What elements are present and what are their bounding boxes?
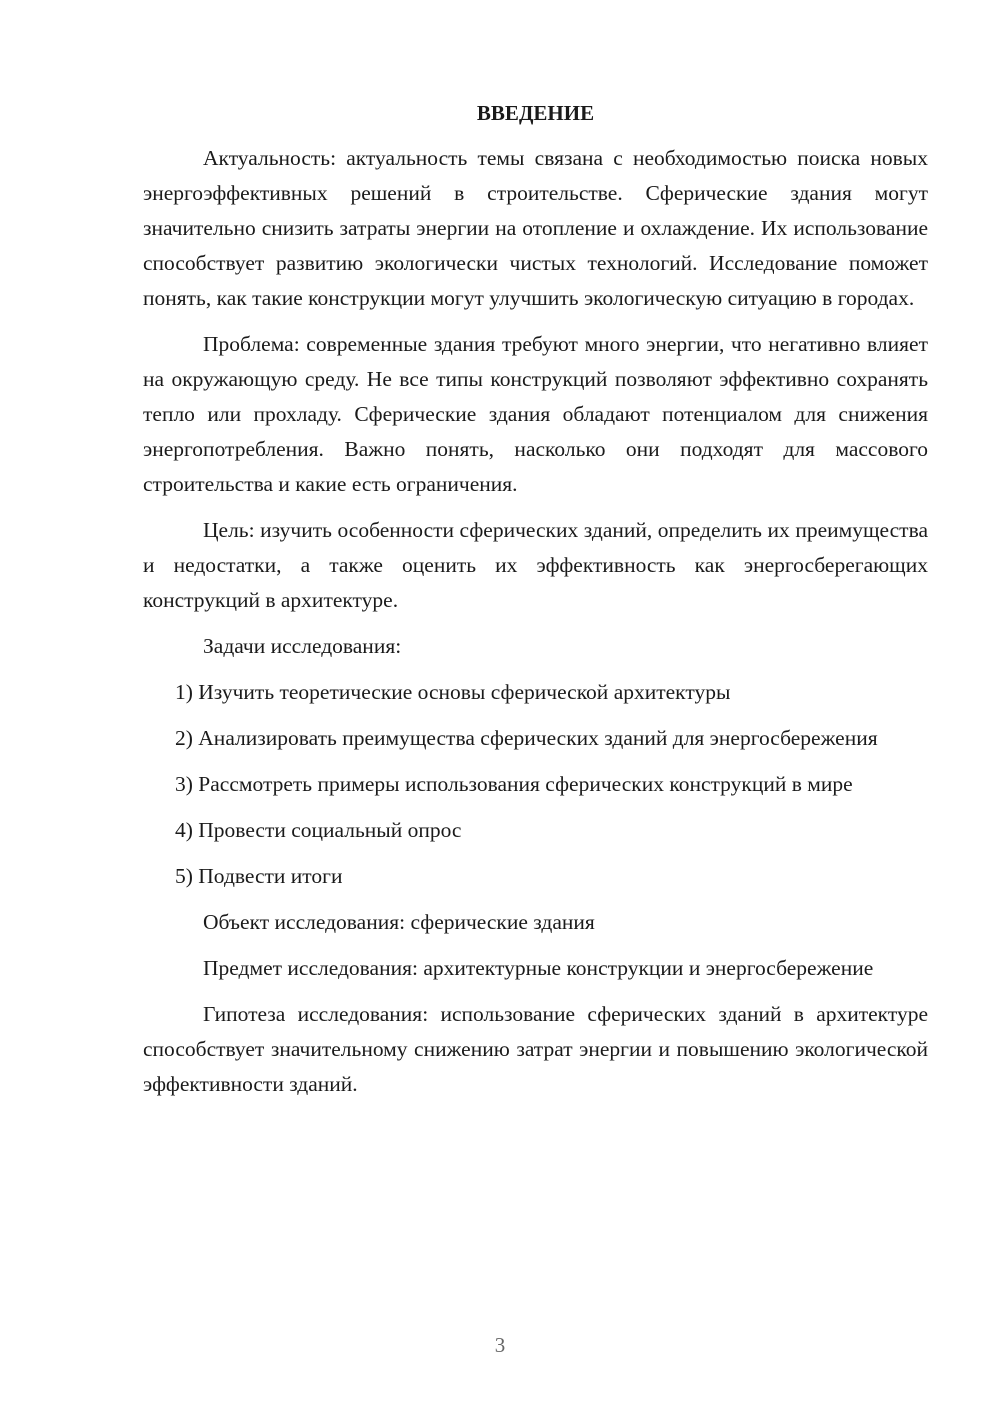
- page-number: 3: [494, 1333, 506, 1357]
- research-hypothesis: Гипотеза исследования: использование сферических зданий в архитектуре способствует значительному снижению затрат энергии и повышению экологической эффективности зданий.: [143, 1002, 928, 1096]
- research-object: Объект исследования: сферические здания: [203, 910, 595, 934]
- task-item-3: 3) Рассмотреть примеры использования сферических конструкций в мире: [175, 772, 853, 796]
- document-page: [143, 96, 928, 1102]
- research-subject: Предмет исследования: архитектурные конструкции и энергосбережение: [203, 956, 874, 980]
- task-item-4: 4) Провести социальный опрос: [175, 818, 462, 842]
- relevance-paragraph: Актуальность: актуальность темы связана с необходимостью поиска новых энергоэффективных решений в строительстве. Сферические здания могут значительно снизить затраты энергии на отопление и охлаждение. Их использование способствует развитию экологически чистых технологий. Исследование поможет понять, как такие конструкции могут улучшить экологическую ситуацию в городах.: [143, 146, 928, 310]
- goal-paragraph: Цель: изучить особенности сферических зданий, определить их преимущества и недостатки, а также оценить их эффективность как энергосберегающих конструкций в архитектуре.: [143, 518, 928, 612]
- task-item-1: 1) Изучить теоретические основы сферической архитектуры: [175, 680, 731, 704]
- task-item-5: 5) Подвести итоги: [175, 864, 343, 888]
- tasks-heading: Задачи исследования:: [203, 634, 402, 658]
- problem-paragraph: Проблема: современные здания требуют много энергии, что негативно влияет на окружающую среду. Не все типы конструкций позволяют эффективно сохранять тепло или прохладу. Сферические здания обладают потенциалом для снижения энергопотребления. Важно понять, насколько они подходят для массового строительства и какие есть ограничения.: [143, 332, 928, 496]
- task-item-2: 2) Анализировать преимущества сферических зданий для энергосбережения: [175, 726, 878, 750]
- section-title: ВВЕДЕНИЕ: [476, 101, 595, 125]
